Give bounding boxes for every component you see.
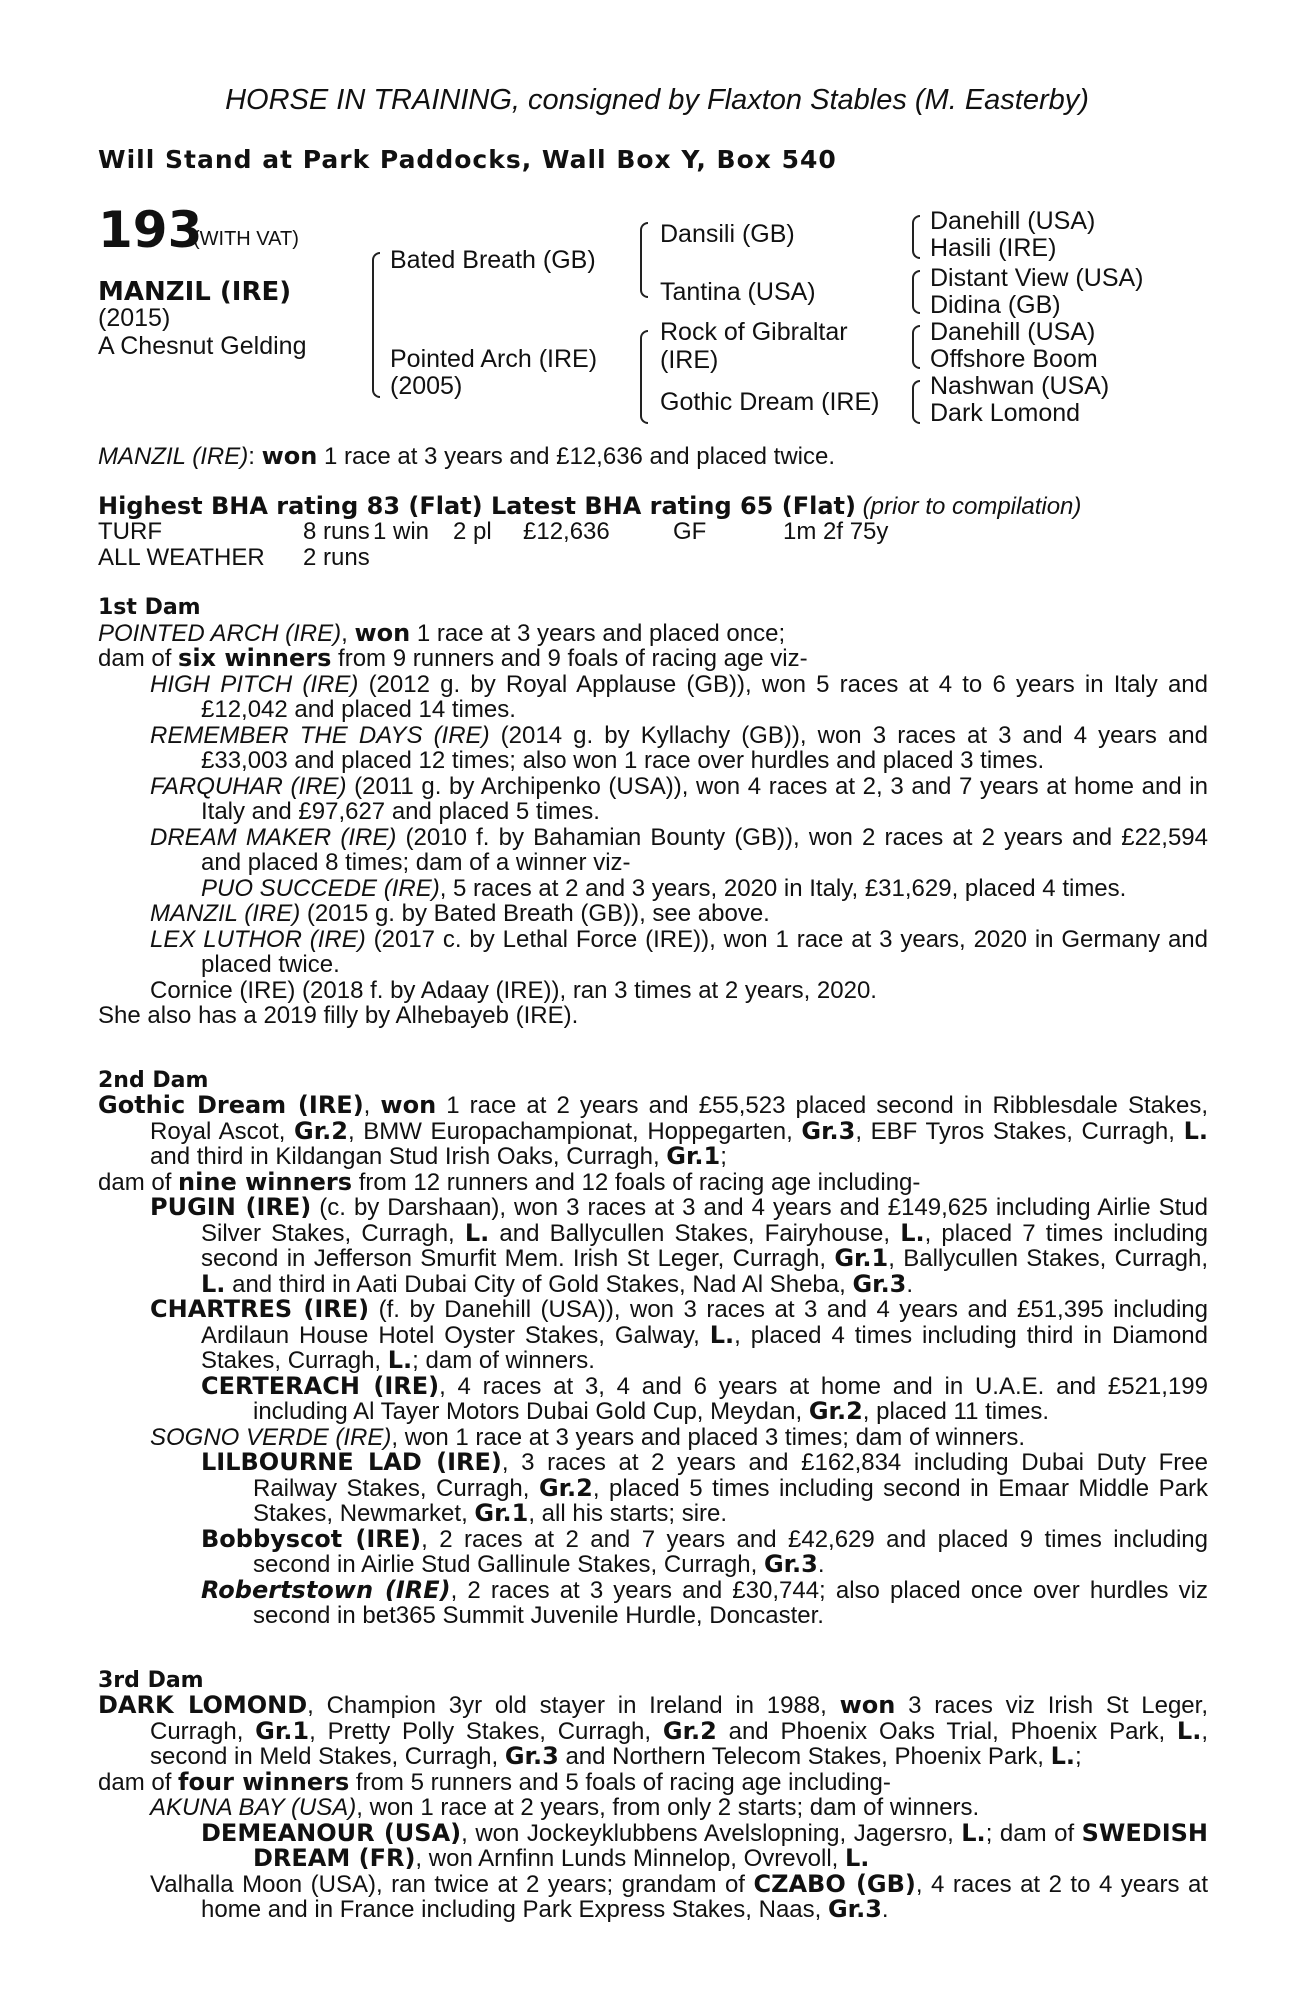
dam-dam: Gothic Dream (IRE) — [660, 388, 880, 416]
offspring-entry: HIGH PITCH (IRE) (2012 g. by Royal Applause (GB)), won 5 races at 4 to 6 years in Italy and £12,042 and placed 14 times. — [150, 670, 1209, 723]
ancestor: Didina (GB) — [930, 291, 1061, 319]
horse-description: A Chesnut Gelding — [98, 332, 307, 360]
race-summary: MANZIL (IRE): won 1 race at 3 years and £12,636 and placed twice. — [98, 442, 836, 470]
first-dam-heading: 1st Dam — [98, 595, 201, 620]
first-dam-also: She also has a 2019 filly by Alhebayeb (IRE). — [98, 1002, 579, 1029]
venue-line: Will Stand at Park Paddocks, Wall Box Y, Box 540 — [98, 145, 837, 174]
offspring-entry: LEX LUTHOR (IRE) (2017 c. by Lethal Force (IRE)), won 1 race at 3 years, 2020 in Germany and placed twice. — [150, 925, 1208, 978]
offspring-entry: PUGIN (IRE) (c. by Darshaan), won 3 races at 3 and 4 years and £149,625 including Airlie Stud Silver Stakes, Curragh, L. and Ballycullen Stakes, Fairyhouse, L., placed 7 times including second in Jefferson Smurfit Mem. Irish St Leger, Curragh, Gr.1, Ballycullen Stakes, Curragh, L. and third in Aati Dubai City of Gold Stakes, Nad Al Sheba, Gr.3. — [150, 1193, 1209, 1298]
offspring-entry: Valhalla Moon (USA), ran twice at 2 years; grandam of CZABO (GB), 4 races at 2 to 4 years at home and in France including Park Express Stakes, Naas, Gr.3. — [150, 1869, 1208, 1923]
horse-name: MANZIL (IRE) — [98, 277, 292, 307]
second-dam-heading: 2nd Dam — [98, 1067, 209, 1093]
first-dam-record: POINTED ARCH (IRE), won 1 race at 3 years and placed once; — [98, 618, 786, 647]
pedigree-brace — [640, 222, 648, 298]
horse-year: (2015) — [98, 304, 171, 332]
ancestor: Offshore Boom — [930, 345, 1098, 373]
offspring-entry: DREAM MAKER (IRE) (2010 f. by Bahamian Bounty (GB)), won 2 races at 2 years and £22,594 and placed 8 times; dam of a winner viz- — [150, 823, 1208, 876]
lot-number: 193 — [98, 201, 203, 259]
lot-vat: (WITH VAT) — [193, 228, 299, 250]
third-dam-heading: 3rd Dam — [98, 1667, 204, 1693]
offspring-entry: AKUNA BAY (USA), won 1 race at 2 years, from only 2 starts; dam of winners. — [150, 1794, 980, 1821]
ratings-line: Highest BHA rating 83 (Flat) Latest BHA rating 65 (Flat) (prior to compilation) — [98, 491, 1082, 520]
ancestor: Nashwan (USA) — [930, 372, 1110, 400]
ancestor: Danehill (USA) — [930, 207, 1096, 235]
pedigree-brace — [912, 325, 920, 369]
offspring-entry: CERTERACH (IRE), 4 races at 3, 4 and 6 years at home and in U.A.E. and £521,199 including Al Tayer Motors Dubai Gold Cup, Meydan, Gr.2, placed 11 times. — [201, 1371, 1208, 1425]
dam-sire: Rock of Gibraltar — [660, 318, 848, 346]
offspring-entry: SOGNO VERDE (IRE), won 1 race at 3 years and placed 3 times; dam of winners. — [150, 1423, 1026, 1451]
dam-year: (2005) — [390, 372, 463, 400]
offspring-entry: CHARTRES (IRE) (f. by Danehill (USA)), won 3 races at 3 and 4 years and £51,395 including Ardilaun House Hotel Oyster Stakes, Galway, L., placed 4 times including third in Diamond Stakes, Curragh, L.; dam of winners. — [150, 1295, 1209, 1374]
third-dam-produce: dam of four winners from 5 runners and 5 foals of racing age including- — [98, 1767, 891, 1796]
offspring-entry: FARQUHAR (IRE) (2011 g. by Archipenko (USA)), won 4 races at 2, 3 and 7 years at home and in Italy and £97,627 and placed 5 times. — [150, 772, 1208, 825]
ancestor: Distant View (USA) — [930, 264, 1144, 292]
dam-sire-country: (IRE) — [660, 346, 719, 374]
offspring-entry: MANZIL (IRE) (2015 g. by Bated Breath (GB)), see above. — [150, 900, 770, 927]
pedigree-brace — [912, 270, 920, 314]
second-dam-produce: dam of nine winners from 12 runners and 12 foals of racing age including- — [98, 1167, 921, 1196]
sire-dam: Tantina (USA) — [660, 278, 816, 306]
third-dam-record: DARK LOMOND, Champion 3yr old stayer in Ireland in 1988, won 3 races viz Irish St Leger, Curragh, Gr.1, Pretty Polly Stakes, Curragh, Gr.2 and Phoenix Oaks Trial, Phoenix Park, L., second in Meld Stakes, Curragh, Gr.3 and Northern Telecom Stakes, Phoenix Park, L.; — [98, 1691, 1209, 1770]
ratings-aw-row: ALL WEATHER 2 runs — [98, 543, 370, 571]
second-dam-record: Gothic Dream (IRE), won 1 race at 2 years and £55,523 placed second in Ribblesdale Stakes, Royal Ascot, Gr.2, BMW Europachampionat, Hoppegarten, Gr.3, EBF Tyros Stakes, Curragh, L. and third in Kildangan Stud Irish Oaks, Curragh, Gr.1; — [98, 1091, 1208, 1170]
pedigree-brace — [372, 252, 380, 398]
offspring-entry: Robertstown (IRE), 2 races at 3 years and £30,744; also placed once over hurdles viz second in bet365 Summit Juvenile Hurdle, Doncaster. — [201, 1575, 1209, 1629]
catalogue-body — [98, 444, 1208, 1923]
pedigree-brace — [912, 380, 920, 424]
page-header-title: HORSE IN TRAINING, consigned by Flaxton Stables (M. Easterby) — [225, 84, 1089, 116]
ancestor: Dark Lomond — [930, 399, 1081, 427]
offspring-entry: LILBOURNE LAD (IRE), 3 races at 2 years and £162,834 including Dubai Duty Free Railway Stakes, Curragh, Gr.2, placed 5 times including second in Emaar Middle Park Stakes, Newmarket, Gr.1, all his starts; sire. — [201, 1448, 1208, 1527]
pedigree-brace — [640, 330, 648, 424]
sire-sire: Dansili (GB) — [660, 220, 795, 248]
dam: Pointed Arch (IRE) — [390, 345, 598, 373]
offspring-entry: PUO SUCCEDE (IRE), 5 races at 2 and 3 years, 2020 in Italy, £31,629, placed 4 times. — [201, 874, 1127, 902]
sire: Bated Breath (GB) — [390, 246, 596, 274]
pedigree-brace — [912, 215, 920, 259]
offspring-entry: REMEMBER THE DAYS (IRE) (2014 g. by Kyllachy (GB)), won 3 races at 3 and 4 years and £33,003 and placed 12 times; also won 1 race over hurdles and placed 3 times. — [150, 721, 1208, 774]
first-dam-produce: dam of six winners from 9 runners and 9 foals of racing age viz- — [98, 644, 808, 672]
ancestor: Hasili (IRE) — [930, 234, 1057, 262]
offspring-entry: DEMEANOUR (USA), won Jockeyklubbens Avelslopning, Jagersro, L.; dam of SWEDISH DREAM (FR), won Arnfinn Lunds Minnelop, Ovrevoll, L. — [201, 1818, 1209, 1872]
ratings-turf-row: TURF 8 runs 1 win 2 pl £12,636 GF 1m 2f 75y — [98, 518, 889, 545]
offspring-entry: Cornice (IRE) (2018 f. by Adaay (IRE)), ran 3 times at 2 years, 2020. — [150, 976, 877, 1004]
offspring-entry: Bobbyscot (IRE), 2 races at 2 and 7 years and £42,629 and placed 9 times including second in Airlie Stud Gallinule Stakes, Curragh, Gr.3. — [201, 1524, 1209, 1578]
ancestor: Danehill (USA) — [930, 318, 1096, 346]
